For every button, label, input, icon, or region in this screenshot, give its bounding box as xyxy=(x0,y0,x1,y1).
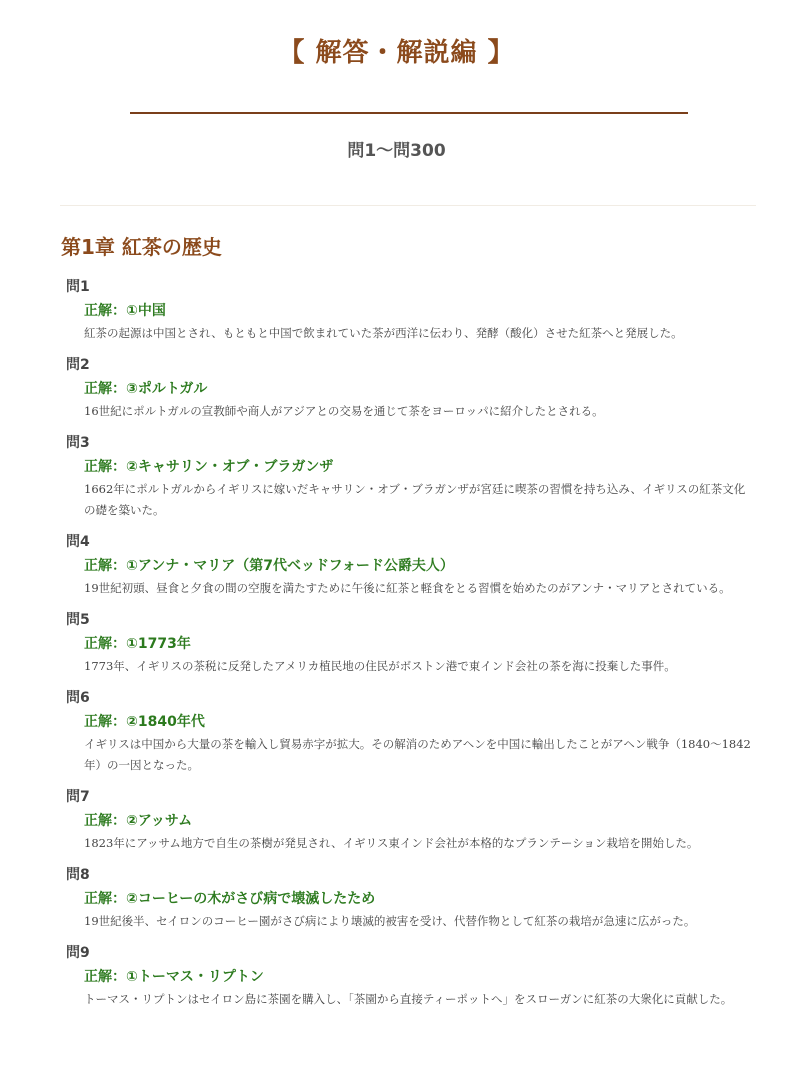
answer-explanation: 19世紀初頭、昼食と夕食の間の空腹を満たすために午後に紅茶と軽食をとる習慣を始めたのがアンナ・マリアとされている。 xyxy=(84,581,731,595)
question-item xyxy=(66,787,756,854)
correct-answer: 正解：①1773年 xyxy=(84,636,191,652)
section-divider xyxy=(60,205,756,206)
answer-explanation: 16世紀にポルトガルの宣教師や商人がアジアとの交易を通じて茶をヨーロッパに紹介したとされる。 xyxy=(84,404,604,418)
correct-answer: 正解：②アッサム xyxy=(84,813,193,829)
correct-answer: 正解：①中国 xyxy=(84,303,166,319)
correct-answer: 正解：②1840年代 xyxy=(84,714,205,730)
question-item xyxy=(66,277,756,344)
question-list xyxy=(66,277,756,1021)
question-number: 問4 xyxy=(66,534,90,550)
title-divider xyxy=(130,112,688,114)
question-item xyxy=(66,532,756,599)
answer-explanation: 紅茶の起源は中国とされ、もともと中国で飲まれていた茶が西洋に伝わり、発酵（酸化）させた紅茶へと発展した。 xyxy=(84,326,683,340)
page-title: 【 解答・解説編 】 xyxy=(278,38,515,68)
answer-explanation: 1773年、イギリスの茶税に反発したアメリカ植民地の住民がボストン港で東インド会社の茶を海に投棄した事件。 xyxy=(84,659,676,673)
question-number: 問7 xyxy=(66,789,90,805)
question-number: 問3 xyxy=(66,435,90,451)
question-number: 問9 xyxy=(66,945,90,961)
question-number: 問5 xyxy=(66,612,90,628)
correct-answer: 正解：①アンナ・マリア（第7代ベッドフォード公爵夫人） xyxy=(84,558,454,574)
question-item xyxy=(66,433,756,521)
answer-explanation: 19世紀後半、セイロンのコーヒー園がさび病により壊滅的被害を受け、代替作物として紅茶の栽培が急速に広がった。 xyxy=(84,914,696,928)
question-item xyxy=(66,688,756,776)
question-number: 問1 xyxy=(66,279,90,295)
question-item xyxy=(66,355,756,422)
correct-answer: 正解：①トーマス・リプトン xyxy=(84,969,264,985)
correct-answer: 正解：②キャサリン・オブ・ブラガンザ xyxy=(84,459,334,475)
question-number: 問6 xyxy=(66,690,90,706)
answer-explanation: 1823年にアッサム地方で自生の茶樹が発見され、イギリス東インド会社が本格的なプランテーション栽培を開始した。 xyxy=(84,836,699,850)
correct-answer: 正解：③ポルトガル xyxy=(84,381,208,397)
correct-answer: 正解：②コーヒーの木がさび病で壊滅したため xyxy=(84,891,376,907)
chapter-title: 第1章 紅茶の歴史 xyxy=(61,235,222,259)
answer-explanation: トーマス・リプトンはセイロン島に茶園を購入し、「茶園から直接ティーポットへ」をスローガンに紅茶の大衆化に貢献した。 xyxy=(84,992,733,1006)
question-number: 問8 xyxy=(66,867,90,883)
question-number: 問2 xyxy=(66,357,90,373)
page-subtitle: 問1〜問300 xyxy=(347,141,446,161)
question-item xyxy=(66,943,756,1010)
question-item xyxy=(66,610,756,677)
answer-explanation: イギリスは中国から大量の茶を輸入し貿易赤字が拡大。その解消のためアヘンを中国に輸出したことがアヘン戦争（1840〜1842年）の一因となった。 xyxy=(84,737,751,772)
answer-explanation: 1662年にポルトガルからイギリスに嫁いだキャサリン・オブ・ブラガンザが宮廷に喫茶の習慣を持ち込み、イギリスの紅茶文化の礎を築いた。 xyxy=(84,482,746,517)
question-item xyxy=(66,865,756,932)
